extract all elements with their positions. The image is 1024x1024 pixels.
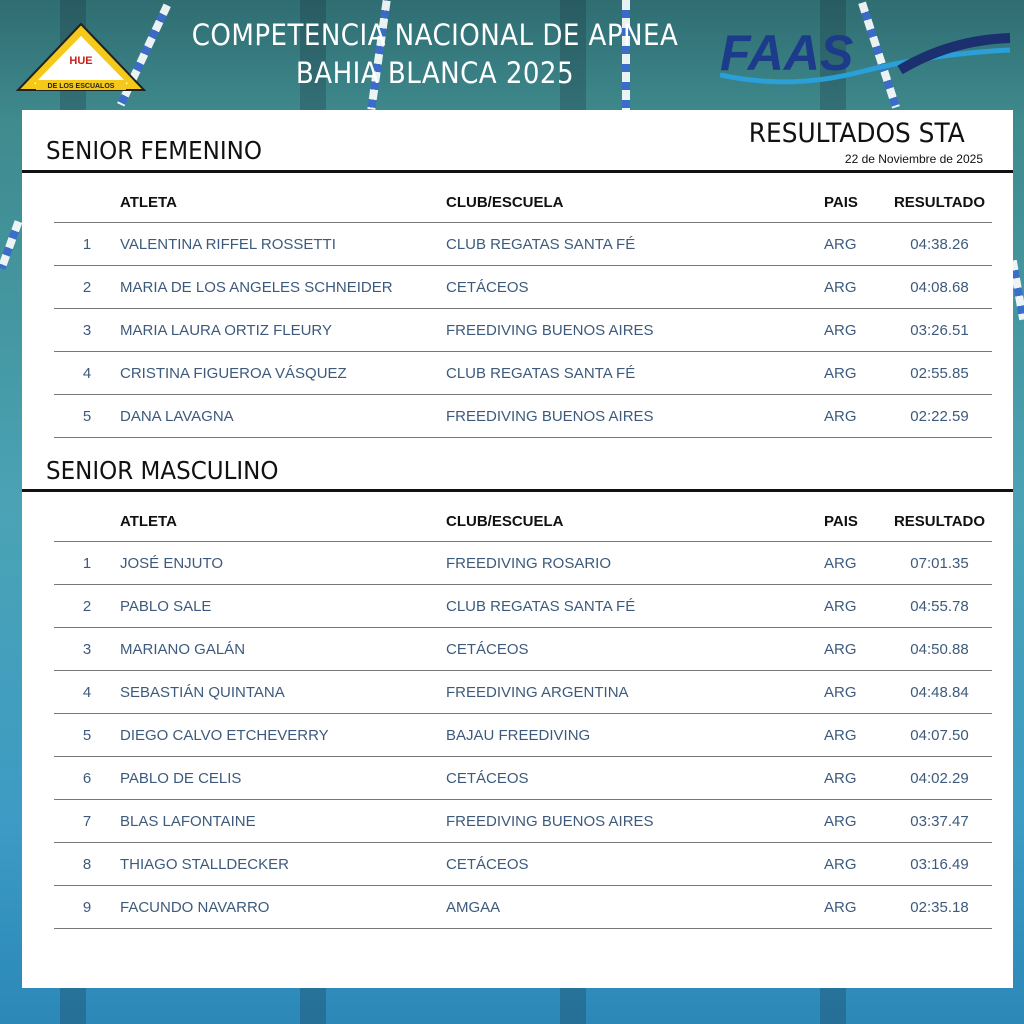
results-table-femenino xyxy=(54,182,992,438)
result-time: 02:55.85 xyxy=(887,352,992,395)
rank: 1 xyxy=(54,223,120,266)
club-name: BAJAU FREEDIVING xyxy=(445,714,823,757)
table-row xyxy=(54,395,992,438)
table-row xyxy=(54,757,992,800)
club-name: CETÁCEOS xyxy=(445,757,823,800)
section-title-femenino: SENIOR FEMENINO xyxy=(46,136,262,165)
event-date: 22 de Noviembre de 2025 xyxy=(844,152,983,166)
table-row xyxy=(54,671,992,714)
country: ARG xyxy=(823,886,887,929)
rank: 7 xyxy=(54,800,120,843)
club-name: CLUB REGATAS SANTA FÉ xyxy=(445,585,823,628)
section-title-masculino: SENIOR MASCULINO xyxy=(46,456,279,485)
athlete-name: DANA LAVAGNA xyxy=(120,395,445,438)
svg-text:DE LOS ESCUALOS: DE LOS ESCUALOS xyxy=(47,83,115,90)
result-time: 04:07.50 xyxy=(887,714,992,757)
country: ARG xyxy=(823,757,887,800)
col-club: CLUB/ESCUELA xyxy=(445,182,823,223)
table-header xyxy=(54,501,992,542)
results-table-masculino xyxy=(54,501,992,929)
table-row xyxy=(54,266,992,309)
table-row xyxy=(54,309,992,352)
rank: 9 xyxy=(54,886,120,929)
table-row xyxy=(54,628,992,671)
col-athlete: ATLETA xyxy=(120,501,445,542)
table-row xyxy=(54,223,992,266)
athlete-name: FACUNDO NAVARRO xyxy=(120,886,445,929)
rank: 5 xyxy=(54,395,120,438)
rank: 4 xyxy=(54,671,120,714)
rank: 3 xyxy=(54,628,120,671)
divider xyxy=(22,170,1013,173)
result-time: 02:22.59 xyxy=(887,395,992,438)
col-result: RESULTADO xyxy=(887,182,992,223)
results-panel xyxy=(22,110,1013,988)
result-time: 03:37.47 xyxy=(887,800,992,843)
athlete-name: BLAS LAFONTAINE xyxy=(120,800,445,843)
rank: 8 xyxy=(54,843,120,886)
table-header xyxy=(54,182,992,223)
country: ARG xyxy=(823,714,887,757)
club-name: FREEDIVING BUENOS AIRES xyxy=(445,800,823,843)
rank: 2 xyxy=(54,266,120,309)
col-result: RESULTADO xyxy=(887,501,992,542)
club-name: CLUB REGATAS SANTA FÉ xyxy=(445,352,823,395)
table-row xyxy=(54,886,992,929)
result-time: 04:38.26 xyxy=(887,223,992,266)
rank: 4 xyxy=(54,352,120,395)
result-time: 02:35.18 xyxy=(887,886,992,929)
rank: 3 xyxy=(54,309,120,352)
country: ARG xyxy=(823,223,887,266)
athlete-name: PABLO DE CELIS xyxy=(120,757,445,800)
athlete-name: SEBASTIÁN QUINTANA xyxy=(120,671,445,714)
club-name: FREEDIVING BUENOS AIRES xyxy=(445,309,823,352)
athlete-name: MARIA LAURA ORTIZ FLEURY xyxy=(120,309,445,352)
divider xyxy=(22,489,1013,492)
athlete-name: MARIA DE LOS ANGELES SCHNEIDER xyxy=(120,266,445,309)
club-name: CETÁCEOS xyxy=(445,628,823,671)
table-row xyxy=(54,542,992,585)
athlete-name: CRISTINA FIGUEROA VÁSQUEZ xyxy=(120,352,445,395)
country: ARG xyxy=(823,395,887,438)
col-athlete: ATLETA xyxy=(120,182,445,223)
club-name: CETÁCEOS xyxy=(445,266,823,309)
table-row xyxy=(54,352,992,395)
col-club: CLUB/ESCUELA xyxy=(445,501,823,542)
country: ARG xyxy=(823,628,887,671)
country: ARG xyxy=(823,542,887,585)
result-time: 03:16.49 xyxy=(887,843,992,886)
result-time: 04:08.68 xyxy=(887,266,992,309)
table-row xyxy=(54,585,992,628)
table-row xyxy=(54,714,992,757)
club-name: FREEDIVING BUENOS AIRES xyxy=(445,395,823,438)
country: ARG xyxy=(823,585,887,628)
country: ARG xyxy=(823,800,887,843)
svg-text:FAAS: FAAS xyxy=(720,25,854,81)
country: ARG xyxy=(823,309,887,352)
result-time: 04:48.84 xyxy=(887,671,992,714)
rank: 6 xyxy=(54,757,120,800)
rank: 1 xyxy=(54,542,120,585)
athlete-name: JOSÉ ENJUTO xyxy=(120,542,445,585)
results-title: RESULTADOS STA xyxy=(749,118,965,149)
rank: 2 xyxy=(54,585,120,628)
result-time: 07:01.35 xyxy=(887,542,992,585)
club-name: CETÁCEOS xyxy=(445,843,823,886)
club-name: AMGAA xyxy=(445,886,823,929)
country: ARG xyxy=(823,352,887,395)
result-time: 04:55.78 xyxy=(887,585,992,628)
col-country: PAIS xyxy=(823,501,887,542)
athlete-name: VALENTINA RIFFEL ROSSETTI xyxy=(120,223,445,266)
table-row xyxy=(54,800,992,843)
country: ARG xyxy=(823,843,887,886)
event-title-line2: BAHIA BLANCA 2025 xyxy=(295,56,575,90)
club-name: CLUB REGATAS SANTA FÉ xyxy=(445,223,823,266)
faas-logo xyxy=(720,20,1020,85)
svg-text:HUE: HUE xyxy=(69,55,93,67)
rank: 5 xyxy=(54,714,120,757)
event-title-line1: COMPETENCIA NACIONAL DE APNEA xyxy=(191,18,679,52)
country: ARG xyxy=(823,671,887,714)
club-name: FREEDIVING ROSARIO xyxy=(445,542,823,585)
athlete-name: MARIANO GALÁN xyxy=(120,628,445,671)
athlete-name: DIEGO CALVO ETCHEVERRY xyxy=(120,714,445,757)
table-row xyxy=(54,843,992,886)
result-time: 03:26.51 xyxy=(887,309,992,352)
athlete-name: PABLO SALE xyxy=(120,585,445,628)
club-name: FREEDIVING ARGENTINA xyxy=(445,671,823,714)
result-time: 04:02.29 xyxy=(887,757,992,800)
athlete-name: THIAGO STALLDECKER xyxy=(120,843,445,886)
country: ARG xyxy=(823,266,887,309)
col-country: PAIS xyxy=(823,182,887,223)
result-time: 04:50.88 xyxy=(887,628,992,671)
